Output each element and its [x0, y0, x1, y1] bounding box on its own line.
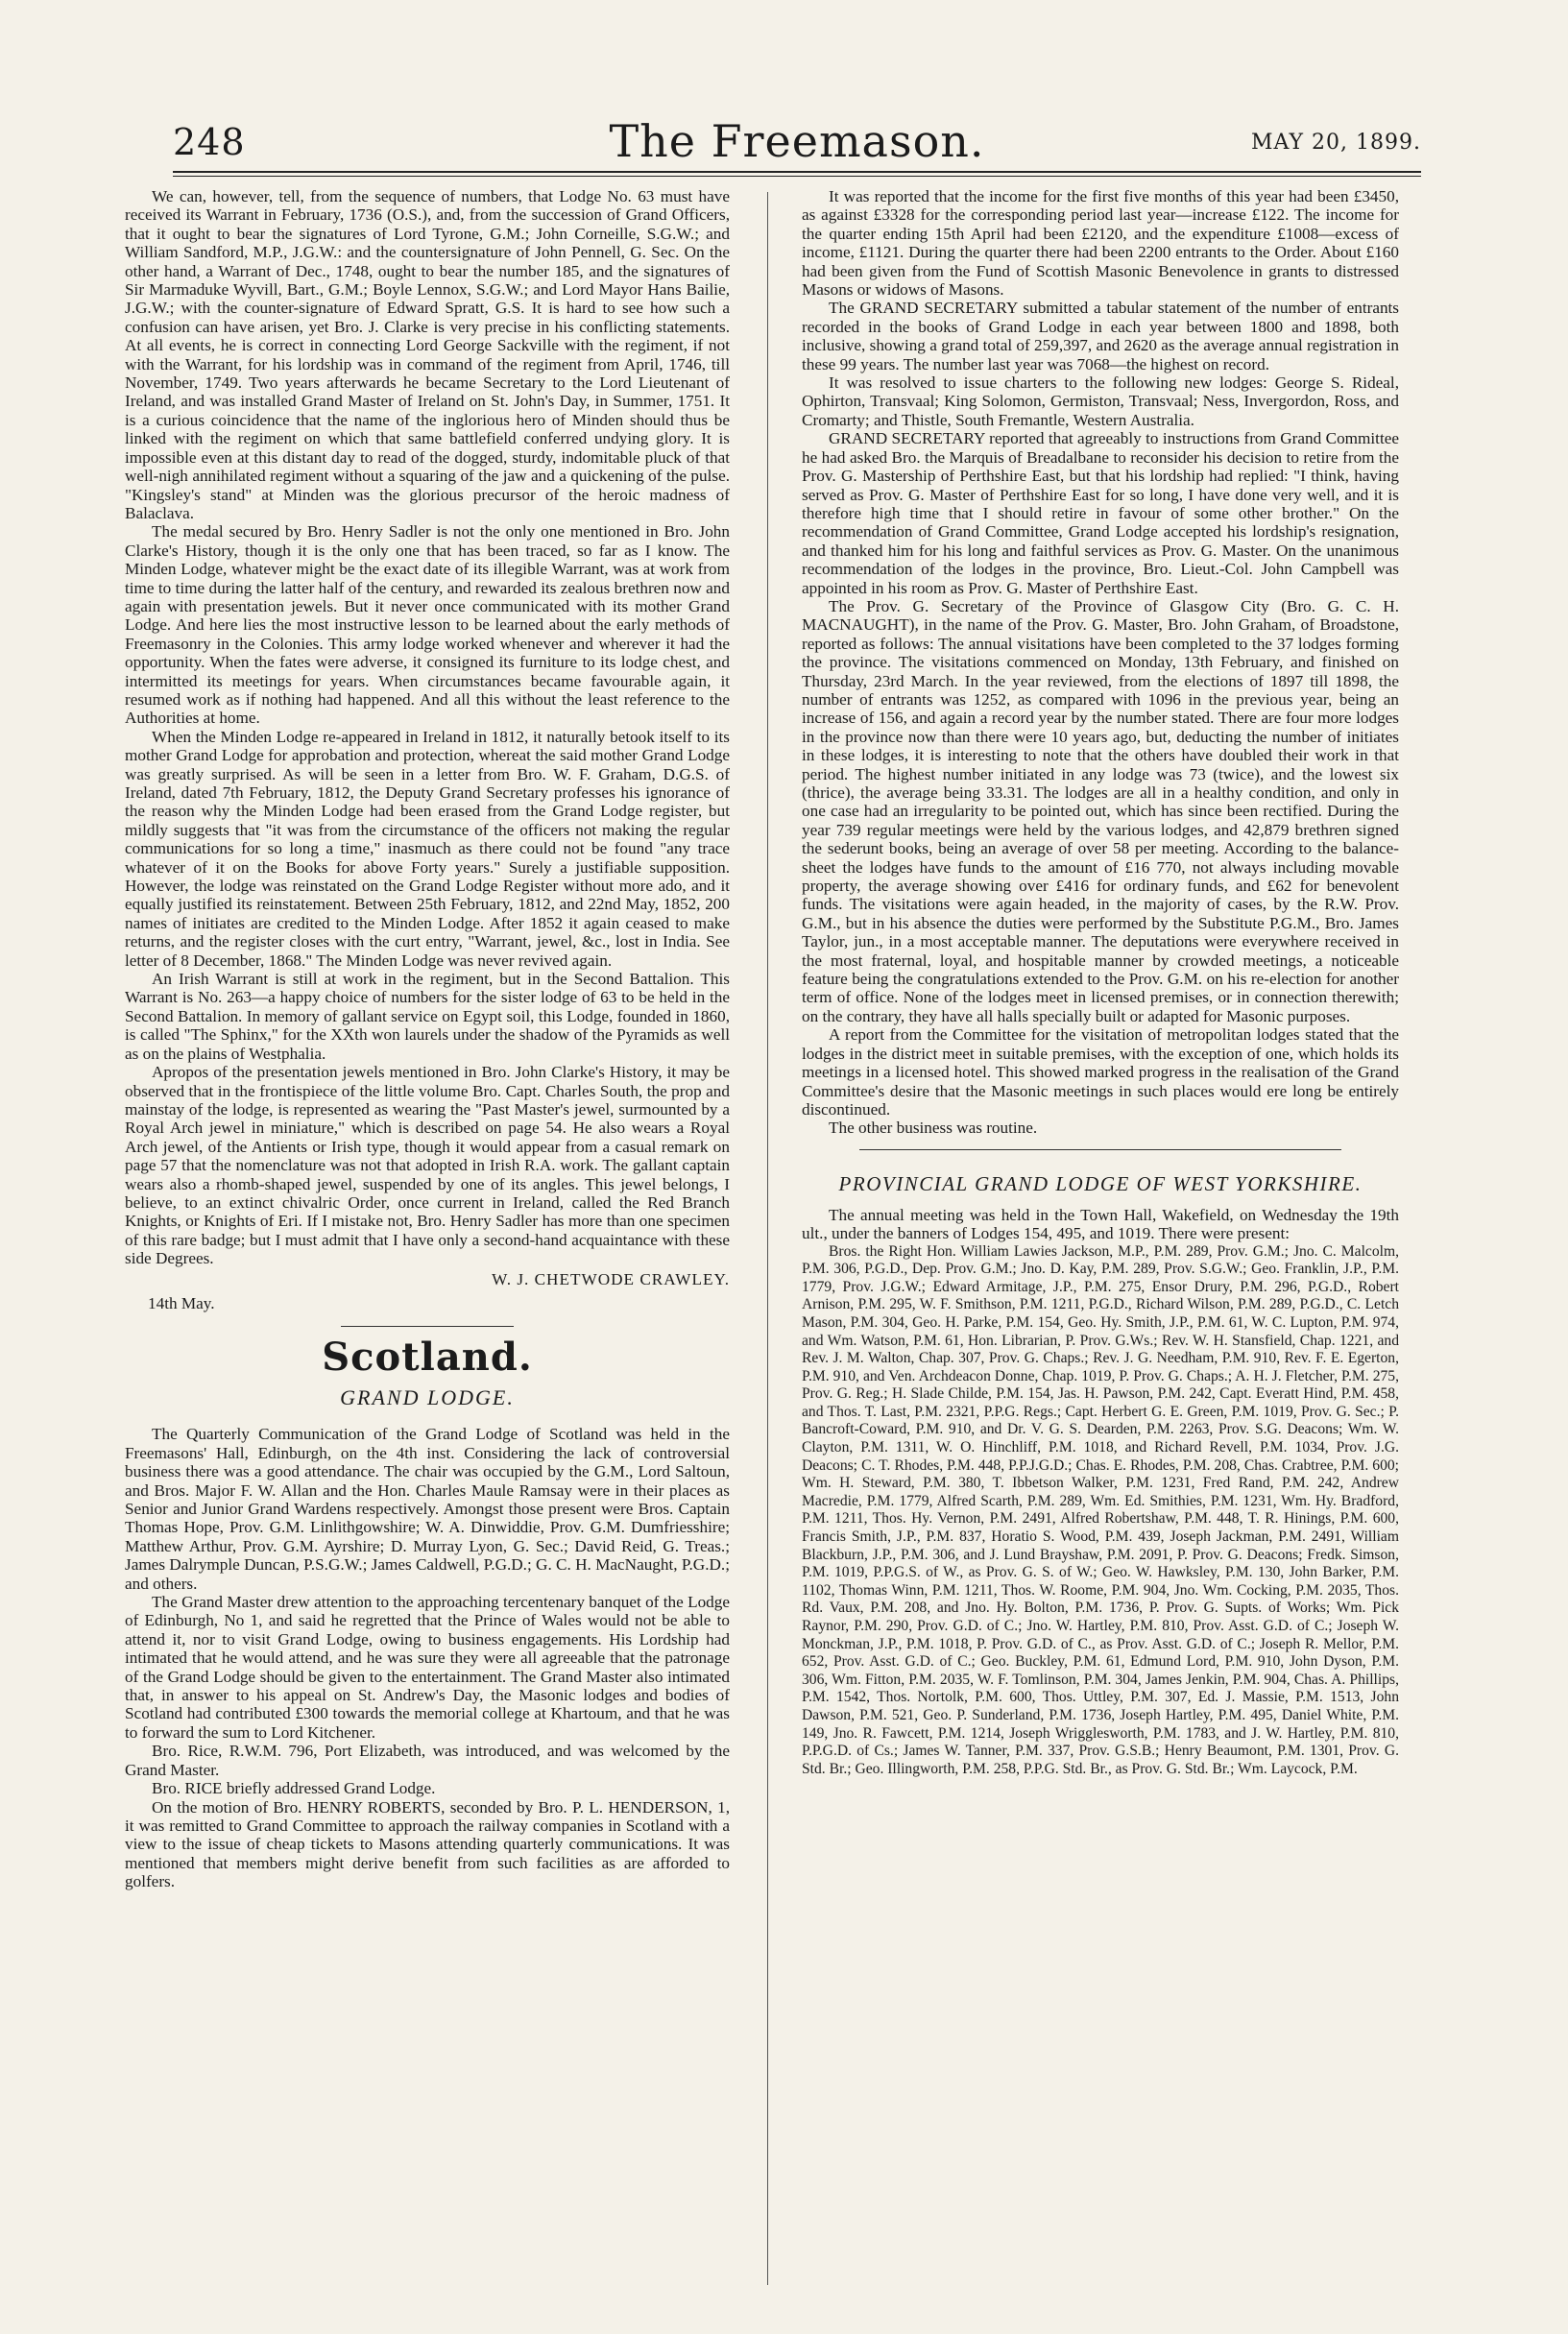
article-paragraph: The GRAND SECRETARY submitted a tabular statement of the number of entrants recorded in the books of Grand Lodge in each year between 1800 and 1898, both inclusive, showing a grand total of 259,397, and 2620 as the average annual registration in these 99 years. The number last year was 7068—the highest on record.	[802, 299, 1399, 373]
publication-title: The Freemason.	[609, 115, 985, 167]
attendee-list: Bros. the Right Hon. William Lawies Jackson, M.P., P.M. 289, Prov. G.M.; Jno. C. Malcolm, P.M. 306, P.G.D., Dep. Prov. G.M.; Jno. D. Kay, P.M. 289, Prov. S.G.W.; Geo. Franklin, J.P., P.M. 1779, Prov. J.G.W.; Edward Armitage, J.P., P.M. 275, Ensor Drury, P.M. 296, P.G.D., Robert Arnison, P.M. 295, W. F. Smithson, P.M. 1211, P.G.D., Richard Wilson, P.M. 289, P.G.D., C. Letch Mason, P.M. 304, Geo. H. Parke, P.M. 154, Geo. Hy. Smith, J.P., P.M. 61, W. C. Lupton, P.M. 974, and Wm. Watson, P.M. 61, Hon. Librarian, P. Prov. G.Ws.; Rev. W. H. Stansfield, Chap. 1221, and Rev. J. M. Walton, Chap. 307, Prov. G. Chaps.; Rev. J. G. Needham, P.M. 910, Rev. F. E. Egerton, P.M. 910, and Ven. Archdeacon Donne, Chap. 1019, P. Prov. G. Chaps.; A. H. J. Fletcher, P.M. 275, Prov. G. Reg.; H. Slade Childe, P.M. 154, Jas. H. Pawson, P.M. 242, Capt. Everatt Hind, P.M. 458, and Thos. T. Last, P.M. 2321, P.P.G. Regs.; Capt. Herbert G. E. Green, P.M. 1019, Prov. G. Sec.; P. Bancroft-Coward, P.M. 910, and Dr. V. G. S. Dearden, P.M. 2263, Prov. S.G. Deacons; Wm. W. Clayton, P.M. 1311, W. O. Hinchliff, P.M. 1018, and Richard Revell, P.M. 1034, Prov. J.G. Deacons; C. T. Rhodes, P.M. 448, P.P.J.G.D.; Chas. E. Rhodes, P.M. 208, Chas. Crabtree, P.M. 600; Wm. H. Steward, P.M. 380, T. Ibbetson Walker, P.M. 1231, Fred Rand, P.M. 242, Andrew Macredie, P.M. 1779, Alfred Scarth, P.M. 289, Wm. Ed. Smithies, P.M. 1231, Wm. Hy. Bradford, P.M. 1211, Thos. Hy. Vernon, P.M. 2491, Alfred Robertshaw, P.M. 448, T. R. Hinings, P.M. 600, Francis Smith, J.P., P.M. 837, Horatio S. Wood, P.M. 439, Joseph Jackman, P.M. 2491, William Blackburn, J.P., P.M. 306, and J. Lund Brayshaw, P.M. 2091, P. Prov. G. Deacons; Fredk. Simson, P.M. 1019, P.P.G.S. of W., as Prov. G. S. of W.; Geo. W. Hawksley, P.M. 130, John Barker, P.M. 1102, Thomas Winn, P.M. 1211, Thos. W. Roome, P.M. 904, Jno. Wm. Cocking, P.M. 2035, Thos. Rd. Vaux, P.M. 208, and Jno. Hy. Bolton, P.M. 1736, P. Prov. G. Supts. of Works; Wm. Pick Raynor, P.M. 290, Prov. G.D. of C.; Jno. W. Hartley, P.M. 810, Prov. Asst. G.D. of C.; Joseph W. Monckman, J.P., P.M. 1018, P. Prov. G.D. of C., as Prov. Asst. G.D. of C.; Joseph R. Mellor, P.M. 652, Prov. Asst. G.D. of C.; Geo. Buckley, P.M. 61, Edmund Lord, P.M. 910, John Dyson, P.M. 306, Wm. Fitton, P.M. 2035, W. F. Tomlinson, P.M. 304, James Jenkin, P.M. 904, Chas. A. Phillips, P.M. 1542, Thos. Nortolk, P.M. 600, Thos. Uttley, P.M. 307, Ed. J. Massie, P.M. 1513, John Dawson, P.M. 521, Geo. P. Sunderland, P.M. 1736, Joseph Hartley, P.M. 495, Daniel White, P.M. 149, Jno. R. Fawcett, P.M. 1214, Joseph Wrigglesworth, P.M. 1783, and J. W. Hartley, P.M. 810, P.P.G.D. of Cs.; James W. Tanner, P.M. 337, Prov. G.S.B.; Henry Beaumont, P.M. 1301, Prov. G. Std. Br.; Geo. Illingworth, P.M. 258, P.P.G. Std. Br., as Prov. G. Std. Br.; Wm. Laycock, P.M.	[802, 1242, 1399, 1777]
section-subtitle: GRAND LODGE.	[340, 1385, 515, 1410]
article-paragraph: The Prov. G. Secretary of the Province of Glasgow City (Bro. G. C. H. MACNAUGHT), in the name of the Prov. G. Master, Bro. John Graham, of Broadstone, reported as follows: The annual visitations have been completed to the 37 lodges forming the province. The visitations commenced on Monday, 13th February, and finished on Thursday, 23rd March. In the year reviewed, from the elections of 1897 till 1898, the number of entrants was 1252, as compared with 1096 in the previous year, being an increase of 156, and again a record year by the number stated. There are four more lodges in the province now than there were 10 years ago, but, deducting the number of initiates in these lodges, it is interesting to note that the others have doubled their work in that period. The highest number initiated in any lodge was 73 (twice), and the lowest six (thrice), the average being 33.31. The lodges are all in a healthy condition, and only in one case had an irregularity to be pointed out, which has since been rectified. During the year 739 regular meetings were held by the various lodges, and 42,879 brethren signed the sederunt books, being an average of over 58 per meeting. According to the balance-sheet the lodges have funds to the amount of £16 770, not always including movable property, the average showing over £416 for ordinary funds, and £62 for benevolent funds. The visitations were again headed, in the majority of cases, by the R.W. Prov. G.M., but in his absence the duties were performed by the Substitute P.G.M., Bro. James Taylor, jun., in a most acceptable manner. The deputations were everywhere received in the most fraternal, loyal, and hospitable manner by crowded meetings, a noticeable feature being the congratulations extended to the Prov. G.M. on his re-election for another term of office. None of the lodges meet in licensed premises, or in connection therewith; on the contrary, they have all halls specially built or adapted for Masonic purposes.	[802, 596, 1399, 1025]
article-paragraph: Apropos of the presentation jewels mentioned in Bro. John Clarke's History, it may be observed that in the frontispiece of the little volume Bro. Capt. Charles South, the prop and mainstay of the lodge, is represented as wearing the "Past Master's jewel, surmounted by a Royal Arch jewel in miniature," which is described on page 54. He also wears a Royal Arch jewel, of the Antients or Irish type, though it would appear from a casual remark on page 57 that the nomenclature was not that adopted in Irish R.A. work. The gallant captain wears also a rhomb-shaped jewel, suspended by one of its angles. This jewel belongs, I believe, to an extinct chivalric Order, once current in Ireland, called the Red Branch Knights, or Knights of Eri. If I mistake not, Bro. Henry Sadler has more than one specimen of this rare badge; but I must admit that I have only a second-hand acquaintance with these side Degrees.	[125, 1063, 730, 1268]
left-column	[125, 187, 730, 1891]
masthead-rule	[173, 171, 1421, 177]
article-paragraph: GRAND SECRETARY reported that agreeably to instructions from Grand Committee he had asked Bro. the Marquis of Breadalbane to reconsider his decision to retire from the Prov. G. Mastership of Perthshire East, but that his lordship had replied: "I think, having served as Prov. G. Master of Perthshire East for so long, I have done very well, and it is therefore high time that I should retire in favour of some other brother." On the recommendation of Grand Committee, Grand Lodge accepted his lordship's resignation, and thanked him for his long and faithful services as Prov. G. Master. On the unanimous recommendation of the lodges in the province, Bro. Lieut.-Col. John Campbell was appointed in his room as Prov. G. Master of Perthshire East.	[802, 429, 1399, 597]
article-paragraph: When the Minden Lodge re-appeared in Ireland in 1812, it naturally betook itself to its mother Grand Lodge for approbation and protection, whereat the said mother Grand Lodge was greatly surprised. As will be seen in a letter from Bro. W. F. Graham, D.G.S. of Ireland, dated 7th February, 1812, the Deputy Grand Secretary professes his ignorance of the reason why the Minden Lodge had been erased from the Grand Lodge register, but mildly suggests that "it was from the circumstance of the officers not making the regular communications for so long a time," inasmuch as there could not be found "any trace whatever of it on the Books for above Forty years." Surely a justifiable supposition. However, the lodge was reinstated on the Grand Lodge Register without more ado, and it equally justified its reinstatement. Between 25th February, 1812, and 22nd May, 1852, 200 names of initiates are credited to the Minden Lodge. After 1852 it again ceased to make returns, and the register closes with the curt entry, "Warrant, jewel, &c., lost in India. See letter of 8 December, 1868." The Minden Lodge was never revived again.	[125, 727, 730, 970]
page-number: 248	[173, 121, 246, 163]
article-paragraph: We can, however, tell, from the sequence of numbers, that Lodge No. 63 must have received its Warrant in February, 1736 (O.S.), and, from the succession of Grand Officers, that it ought to bear the signatures of Lord Tyrone, G.M.; John Corneille, S.G.W.; and William Sandford, M.P., J.G.W.: and the countersignature of John Pennell, G. Sec. On the other hand, a Warrant of Dec., 1748, ought to bear the number 185, and the signatures of Sir Marmaduke Wyvill, Bart., G.M.; Boyle Lennox, S.G.W.; and Lord Mayor Hans Bailie, J.G.W.; with the counter-signature of Edward Spratt, G.S. It is hard to see how such a confusion can have arisen, yet Bro. J. Clarke is very precise in his conflicting statements. At all events, he is correct in connecting Lord George Sackville with the regiment, if not with the Warrant, for his lordship was in command of the regiment from April, 1746, till November, 1749. Two years afterwards he became Secretary to the Lord Lieutenant of Ireland, and was installed Grand Master of Ireland on St. John's Day, in Summer, 1751. It is a curious coincidence that the name of the inglorious hero of Minden should thus be linked with the regiment on which that same battlefield conferred undying glory. It is impossible even at this distant day to read of the dogged, sturdy, indomitable pluck of that well-nigh annihilated regiment without a squaring of the jaw and a quickening of the pulse. "Kingsley's stand" at Minden was the glorious precursor of the heroic madness of Balaclava.	[125, 187, 730, 522]
issue-date: MAY 20, 1899.	[1250, 131, 1421, 155]
section-title: PROVINCIAL GRAND LODGE OF WEST YORKSHIRE.	[838, 1171, 1363, 1195]
section-rule	[341, 1326, 514, 1327]
article-paragraph: The Quarterly Communication of the Grand Lodge of Scotland was held in the Freemasons' Hall, Edinburgh, on the 4th inst. Considering the lack of controversial business there was a good attendance. The chair was occupied by the G.M., Lord Saltoun, and Bros. Major F. W. Allan and the Hon. Charles Maule Ramsay were in their places as Senior and Junior Grand Wardens respectively. Amongst those present were Bros. Captain Thomas Hope, Prov. G.M. Linlithgowshire; W. A. Dinwiddie, Prov. G.M. Dumfriesshire; Matthew Arthur, Prov. G.M. Ayrshire; D. Murray Lyon, G. Sec.; David Reid, G. Treas.; James Dalrymple Duncan, P.S.G.W.; James Caldwell, P.G.D.; G. C. H. MacNaught, P.G.D.; and others.	[125, 1425, 730, 1593]
article-paragraph: Bro. Rice, R.W.M. 796, Port Elizabeth, was introduced, and was welcomed by the Grand Master.	[125, 1742, 730, 1779]
article-paragraph: It was resolved to issue charters to the following new lodges: George S. Rideal, Ophirton, Transvaal; King Solomon, Germiston, Transvaal; Ness, Invergordon, Ross, and Cromarty; and Thistle, South Fremantle, Western Australia.	[802, 373, 1399, 429]
right-column	[802, 187, 1399, 1778]
article-paragraph: A report from the Committee for the visitation of metropolitan lodges stated that the lodges in the district meet in suitable premises, with the exception of one, which holds its meetings in a licensed hotel. This showed marked progress in the realisation of the Grand Committee's desire that the Masonic meetings in such places would ere long be entirely discontinued.	[802, 1025, 1399, 1119]
article-paragraph: The Grand Master drew attention to the approaching tercentenary banquet of the Lodge of Edinburgh, No 1, and said he regretted that the Prince of Wales would not be able to attend it, nor to visit Grand Lodge, owing to business engagements. His Lordship had intimated that he would attend, and he was sure they were all agreeable that the patronage of the Grand Lodge should be given to the entertainment. The Grand Master also intimated that, in answer to his appeal on St. Andrew's Day, the Masonic lodges and bodies of Scotland had contributed £300 towards the memorial college at Khartoum, and that he was to forward the sum to Lord Kitchener.	[125, 1593, 730, 1742]
article-paragraph: The medal secured by Bro. Henry Sadler is not the only one mentioned in Bro. John Clarke's History, though it is the only one that has been traced, so far as I know. The Minden Lodge, whatever might be the exact date of its illegible Warrant, was at work from time to time during the latter half of the century, and rewarded its zealous brethren now and again with presentation jewels. But it never once communicated with its mother Grand Lodge. And here lies the most instructive lesson to be learned about the early methods of Freemasonry in the Colonies. This army lodge worked whenever and wherever it had the opportunity. When the fates were adverse, it consigned its furniture to its lodge chest, and intermitted its meetings for years. When circumstances became favourable again, it resumed work as if nothing had happened. And all this without the least reference to the Authorities at home.	[125, 522, 730, 728]
article-paragraph: On the motion of Bro. HENRY ROBERTS, seconded by Bro. P. L. HENDERSON, 1, it was remitted to Grand Committee to approach the railway companies in Scotland with a view to the issue of cheap tickets to Masons attending quarterly communications. It was mentioned that members might derive benefit from such facilities as are afforded to golfers.	[125, 1797, 730, 1891]
section-rule	[859, 1149, 1341, 1150]
article-paragraph: The other business was routine.	[829, 1119, 1038, 1138]
letter-date: 14th May.	[148, 1293, 215, 1312]
column-divider	[767, 192, 768, 2285]
article-paragraph: The annual meeting was held in the Town Hall, Wakefield, on Wednesday the 19th ult., under the banners of Lodges 154, 495, and 1019. There were present:	[802, 1205, 1399, 1243]
article-paragraph: It was reported that the income for the first five months of this year had been £3450, as against £3328 for the corresponding period last year—increase £122. The income for the quarter ending 15th April had been £2120, and the expenditure £1008—excess of income, £1121. During the quarter there had been 2200 entrants to the Order. About £160 had been given from the Fund of Scottish Masonic Benevolence in grants to distressed Masons or widows of Masons.	[802, 187, 1399, 300]
article-paragraph: Bro. RICE briefly addressed Grand Lodge.	[152, 1779, 436, 1798]
section-title: Scotland.	[322, 1335, 533, 1381]
author-signature: W. J. CHETWODE CRAWLEY.	[492, 1269, 730, 1288]
article-paragraph: An Irish Warrant is still at work in the regiment, but in the Second Battalion. This Warrant is No. 263—a happy choice of numbers for the sister lodge of 63 to be held in the Second Battalion. In memory of gallant service on Egypt soil, this Lodge, founded in 1860, is called "The Sphinx," for the XXth won laurels under the shadow of the Pyramids as well as on the plains of Westphalia.	[125, 970, 730, 1063]
